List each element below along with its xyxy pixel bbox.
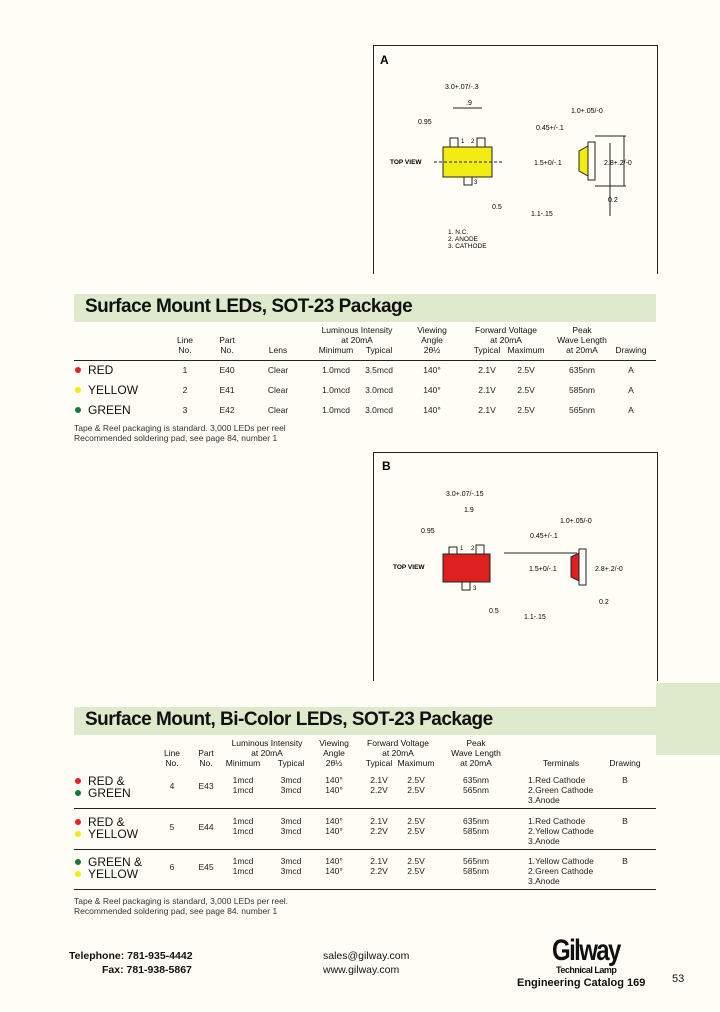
table-cell-part: E42 bbox=[219, 405, 235, 415]
pin bbox=[477, 138, 485, 147]
column-header: Viewing Angle 2θ½ bbox=[319, 738, 349, 768]
column-header: Typical bbox=[473, 345, 501, 355]
column-header: Typical bbox=[365, 345, 393, 355]
svg-text:0.45+/-.1: 0.45+/-.1 bbox=[536, 125, 564, 132]
color-dot-icon bbox=[75, 871, 81, 877]
table-cell-min: 1.0mcd bbox=[322, 385, 350, 395]
table-cell-terminals: 1.Yellow Cathode 2.Green Cathode 3.Anode bbox=[528, 856, 594, 886]
table-cell-min: 1.0mcd bbox=[322, 365, 350, 375]
table-cell-vmax: 2.5V 2.5V bbox=[407, 775, 425, 795]
column-header: Luminous Intensity at 20mA bbox=[231, 738, 303, 758]
table-cell-typ: 3mcd 3mcd bbox=[280, 815, 302, 836]
column-header: Typical bbox=[277, 758, 305, 768]
table-cell-part: E45 bbox=[198, 862, 214, 872]
led-color-name: GREEN bbox=[75, 404, 131, 416]
table-cell-typ: 3.0mcd bbox=[365, 385, 393, 395]
column-header: Drawing bbox=[609, 758, 641, 768]
table-cell-lens: Clear bbox=[267, 405, 289, 415]
note: Recommended soldering pad, see page 84. number 1 bbox=[74, 906, 278, 916]
top-view-label: TOP VIEW bbox=[390, 159, 422, 166]
drawing-a-svg bbox=[374, 46, 658, 274]
table-cell-min: 1.0mcd bbox=[322, 405, 350, 415]
table-cell-wave: 565nm 585nm bbox=[463, 856, 489, 876]
led-color-name: RED bbox=[75, 364, 113, 376]
table-cell-vmax: 2.5V bbox=[517, 385, 535, 395]
svg-text:3: 3 bbox=[473, 586, 477, 592]
svg-text:0.95: 0.95 bbox=[421, 528, 435, 535]
table-cell-vtyp: 2.1V 2.2V bbox=[370, 815, 388, 836]
table-cell-min: 1mcd 1mcd bbox=[232, 856, 254, 876]
column-header: Lens bbox=[268, 345, 288, 355]
table-cell-part: E41 bbox=[219, 385, 235, 395]
table-cell-vmax: 2.5V bbox=[517, 405, 535, 415]
column-header: Line No. bbox=[176, 335, 194, 355]
divider bbox=[74, 889, 656, 890]
svg-text:0.5: 0.5 bbox=[492, 204, 502, 211]
column-header: Typical bbox=[365, 758, 393, 768]
table-cell-drawing: B bbox=[622, 775, 628, 785]
section1-title: Surface Mount LEDs, SOT-23 Package bbox=[85, 296, 413, 317]
column-header: Peak Wave Length at 20mA bbox=[557, 325, 607, 355]
svg-text:1.0+.05/-0: 1.0+.05/-0 bbox=[571, 108, 603, 115]
table-cell-drawing: B bbox=[622, 815, 628, 826]
table-cell-typ: 3.5mcd bbox=[365, 365, 393, 375]
table-cell-lens: Clear bbox=[267, 365, 289, 375]
table-cell-terminals: 1.Red Cathode 2.Yellow Cathode 3.Anode bbox=[528, 815, 594, 846]
svg-text:1.0+.05/-0: 1.0+.05/-0 bbox=[560, 518, 592, 525]
table-cell-terminals: 1.Red Cathode 2.Green Cathode 3.Anode bbox=[528, 775, 594, 805]
table-cell-vmax: 2.5V 2.5V bbox=[407, 815, 425, 836]
drawing-label: A bbox=[380, 53, 389, 67]
drawing-b-svg bbox=[374, 453, 658, 681]
column-header: Terminals bbox=[542, 758, 580, 768]
column-header: Part No. bbox=[198, 748, 214, 768]
website-link[interactable]: www.gilway.com bbox=[323, 964, 400, 976]
divider bbox=[74, 360, 656, 361]
table-cell-line: 5 bbox=[169, 821, 175, 832]
color-dot-icon bbox=[75, 831, 81, 837]
note: Recommended soldering pad, see page 84, number 1 bbox=[74, 433, 278, 443]
table-cell-vtyp: 2.1V bbox=[478, 385, 496, 395]
table-cell-typ: 3mcd 3mcd bbox=[280, 856, 302, 876]
svg-text:B: B bbox=[382, 459, 391, 473]
drawing-a bbox=[373, 45, 658, 274]
column-header: Luminous Intensity at 20mA bbox=[321, 325, 393, 345]
svg-text:3: 3 bbox=[474, 180, 478, 186]
led-color-name: RED & bbox=[75, 816, 125, 828]
color-dot-icon bbox=[75, 367, 81, 373]
note: Tape & Reel packaging is standard. 3,000 LEDs per reel bbox=[74, 423, 286, 433]
table-cell-wave: 635nm bbox=[569, 365, 595, 375]
column-header: Minimum bbox=[318, 345, 354, 355]
svg-text:1.5+0/-.1: 1.5+0/-.1 bbox=[534, 160, 562, 167]
table-cell-drawing: A bbox=[628, 405, 634, 415]
svg-text:3.0+.07/-.3: 3.0+.07/-.3 bbox=[445, 84, 479, 91]
table-cell-line: 6 bbox=[169, 862, 175, 872]
fax: Fax: 781-938-5867 bbox=[102, 964, 192, 976]
column-header: Maximum bbox=[507, 345, 545, 355]
column-header: Minimum bbox=[225, 758, 261, 768]
column-header: Part No. bbox=[219, 335, 235, 355]
svg-text:2.8+.2/-0: 2.8+.2/-0 bbox=[604, 160, 632, 167]
svg-text:0.5: 0.5 bbox=[489, 608, 499, 615]
svg-text:1.9: 1.9 bbox=[464, 507, 474, 514]
table-cell-min: 1mcd 1mcd bbox=[232, 775, 254, 795]
table-cell-vtyp: 2.1V 2.2V bbox=[370, 856, 388, 876]
pin bbox=[464, 177, 472, 185]
table-cell-line: 2 bbox=[182, 385, 188, 395]
svg-text:1. N.C.2. ANODE3. CATHODE: 1. N.C. 2. ANODE 3. CATHODE bbox=[448, 229, 487, 250]
color-dot-icon bbox=[75, 819, 81, 825]
color-dot-icon bbox=[75, 859, 81, 865]
led-color-name: RED & bbox=[75, 775, 125, 787]
table-cell-wave: 635nm 585nm bbox=[463, 815, 489, 836]
divider bbox=[74, 808, 656, 809]
svg-text:3.0+.07/-.15: 3.0+.07/-.15 bbox=[446, 491, 484, 498]
table-cell-min: 1mcd 1mcd bbox=[232, 815, 254, 836]
divider bbox=[74, 849, 656, 850]
column-header: Drawing bbox=[615, 345, 647, 355]
table-cell-drawing: A bbox=[628, 385, 634, 395]
table-cell-part: E44 bbox=[198, 821, 214, 832]
svg-text:1.5+0/-.1: 1.5+0/-.1 bbox=[529, 566, 557, 573]
svg-text:1: 1 bbox=[460, 546, 464, 552]
svg-text:2: 2 bbox=[471, 139, 475, 145]
table-cell-typ: 3mcd 3mcd bbox=[280, 775, 302, 795]
column-header: Forward Voltage at 20mA bbox=[367, 738, 429, 758]
email-link[interactable]: sales@gilway.com bbox=[323, 950, 410, 962]
color-dot-icon bbox=[75, 387, 81, 393]
table-cell-line: 1 bbox=[182, 365, 188, 375]
gilway-logo: Gilway bbox=[552, 934, 620, 967]
section2-banner bbox=[74, 707, 658, 735]
column-header: Viewing Angle 2θ½ bbox=[417, 325, 447, 355]
table-cell-typ: 3.0mcd bbox=[365, 405, 393, 415]
svg-text:1.1-.15: 1.1-.15 bbox=[524, 614, 546, 621]
table-cell-wave: 565nm bbox=[569, 405, 595, 415]
telephone: Telephone: 781-935-4442 bbox=[69, 950, 193, 962]
table-cell-line: 4 bbox=[169, 781, 175, 791]
table-cell-angle: 140° 140° bbox=[325, 856, 343, 876]
svg-text:1: 1 bbox=[461, 139, 465, 145]
drawing-b bbox=[373, 452, 658, 681]
table-cell-angle: 140° bbox=[423, 365, 441, 375]
svg-text:0.45+/-.1: 0.45+/-.1 bbox=[530, 533, 558, 540]
led-color-name: YELLOW bbox=[75, 828, 138, 840]
svg-text:2: 2 bbox=[471, 546, 475, 552]
color-dot-icon bbox=[75, 778, 81, 784]
section1-banner bbox=[74, 294, 656, 322]
svg-text:0.2: 0.2 bbox=[599, 599, 609, 606]
pin bbox=[450, 138, 458, 147]
table-cell-lens: Clear bbox=[267, 385, 289, 395]
side-tab bbox=[656, 683, 720, 755]
page-number: 53 bbox=[672, 973, 685, 985]
note: Tape & Reel packaging is standard, 3,000 LEDs per reel. bbox=[74, 896, 289, 906]
table-cell-wave: 635nm 565nm bbox=[463, 775, 489, 795]
package-body bbox=[443, 554, 490, 582]
led-color-name: YELLOW bbox=[75, 384, 138, 396]
svg-text:0.2: 0.2 bbox=[608, 197, 618, 204]
catalog-label: Engineering Catalog 169 bbox=[517, 977, 646, 989]
table-cell-vtyp: 2.1V bbox=[478, 365, 496, 375]
svg-text:.9: .9 bbox=[466, 100, 472, 107]
table-cell-angle: 140° bbox=[423, 385, 441, 395]
table-cell-drawing: A bbox=[628, 365, 634, 375]
table-cell-wave: 585nm bbox=[569, 385, 595, 395]
table-cell-drawing: B bbox=[622, 856, 628, 866]
table-cell-vmax: 2.5V bbox=[517, 365, 535, 375]
column-header: Maximum bbox=[397, 758, 435, 768]
table-cell-angle: 140° bbox=[423, 405, 441, 415]
table-cell-vtyp: 2.1V 2.2V bbox=[370, 775, 388, 795]
color-dot-icon bbox=[75, 407, 81, 413]
color-dot-icon bbox=[75, 790, 81, 796]
table-cell-angle: 140° 140° bbox=[325, 815, 343, 836]
svg-text:0.95: 0.95 bbox=[418, 119, 432, 126]
table-cell-line: 3 bbox=[182, 405, 188, 415]
section2-title: Surface Mount, Bi-Color LEDs, SOT-23 Package bbox=[85, 709, 493, 730]
led-color-name: GREEN bbox=[75, 787, 131, 799]
logo-subtitle: Technical Lamp bbox=[556, 965, 617, 975]
column-header: Line No. bbox=[163, 748, 181, 768]
column-header: Forward Voltage at 20mA bbox=[475, 325, 537, 345]
table-cell-angle: 140° 140° bbox=[325, 775, 343, 795]
svg-text:2.8+.2/-0: 2.8+.2/-0 bbox=[595, 566, 623, 573]
table-cell-vmax: 2.5V 2.5V bbox=[407, 856, 425, 876]
column-header: Peak Wave Length at 20mA bbox=[451, 738, 501, 768]
led-color-name: YELLOW bbox=[75, 868, 138, 880]
led-color-name: GREEN & bbox=[75, 856, 142, 868]
svg-text:1.1-.15: 1.1-.15 bbox=[531, 211, 553, 218]
svg-text:TOP VIEW: TOP VIEW bbox=[393, 564, 425, 571]
table-cell-vtyp: 2.1V bbox=[478, 405, 496, 415]
table-cell-part: E40 bbox=[219, 365, 235, 375]
table-cell-part: E43 bbox=[198, 781, 214, 791]
